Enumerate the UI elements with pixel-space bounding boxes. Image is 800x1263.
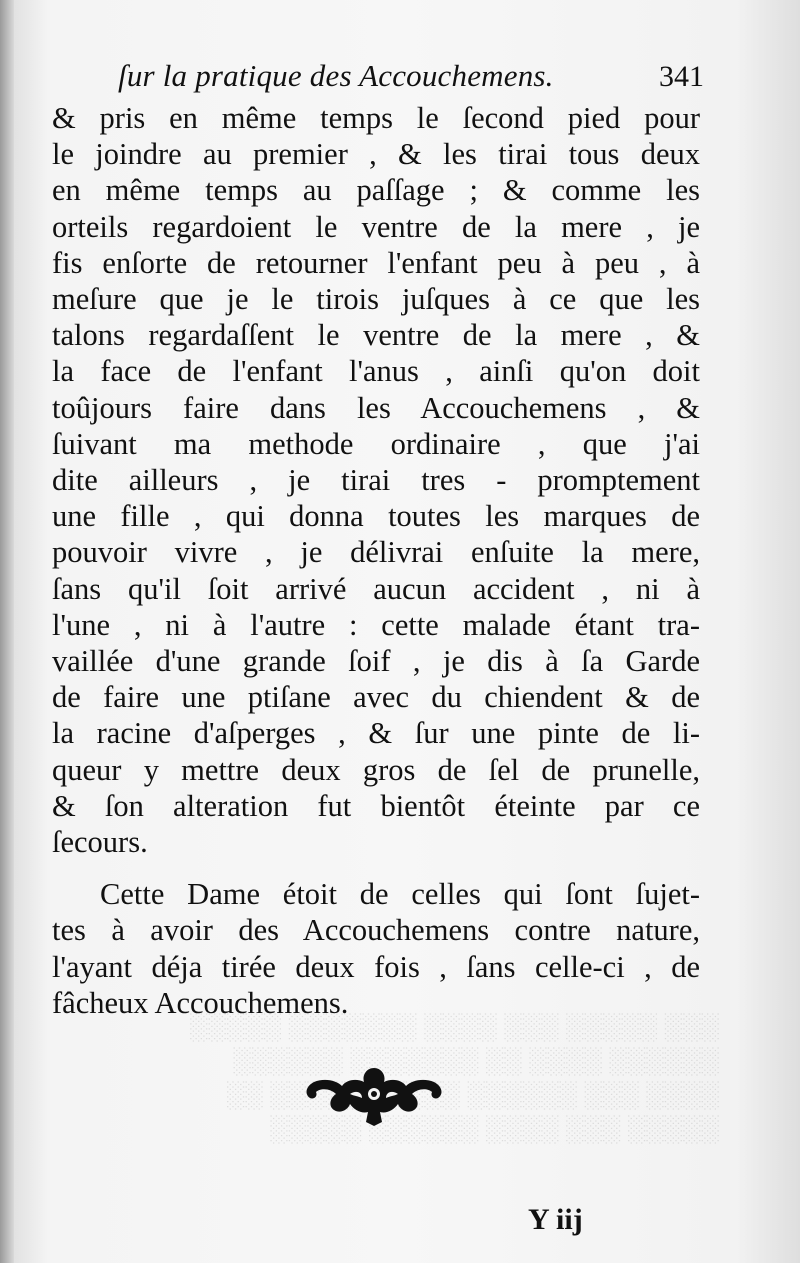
text-line: ſuivant ma methode ordinaire , que j'ai (52, 426, 700, 461)
text-line: talons regardaſſent le ventre de la mere , & (52, 318, 700, 353)
text-line: & ſon alteration fut bientôt éteinte par ce (52, 788, 700, 823)
page-number: 341 (659, 60, 704, 93)
text-line: une fille , qui donna toutes les marques de (52, 499, 700, 534)
text-line: ſans qu'il ſoit arrivé aucun accident , ni à (52, 571, 700, 606)
text-line: orteils regardoient le ventre de la mere , je (52, 209, 700, 244)
body-text (52, 100, 700, 1021)
printer-ornament-icon (300, 1060, 448, 1130)
text-line: ſecours. (52, 825, 148, 860)
text-line: l'ayant déja tirée deux fois , ſans celle-ci , de (52, 949, 700, 984)
text-line: fâcheux Accouchemens. (52, 985, 349, 1020)
running-head-title: ſur la pratique des Accouchemens. (118, 58, 554, 93)
text-line: la face de l'enfant l'anus , ainſi qu'on doit (52, 354, 700, 389)
text-line: & pris en même temps le ſecond pied pour (52, 101, 700, 135)
signature-mark: Y iij (528, 1203, 583, 1236)
text-line: Cette Dame étoit de celles qui ſont ſujet- (100, 877, 700, 912)
page-gutter-shadow (0, 0, 14, 1263)
text-line: tes à avoir des Accouchemens contre nature, (52, 913, 700, 948)
text-line: queur y mettre deux gros de ſel de prunelle, (52, 752, 700, 787)
text-line: vaillée d'une grande ſoif , je dis à ſa Garde (52, 644, 700, 679)
paragraph-2 (52, 876, 700, 1021)
text-line: dite ailleurs , je tirai tres - promptement (52, 463, 700, 498)
running-header (118, 58, 704, 94)
text-line: l'une , ni à l'autre : cette malade étant tra- (52, 607, 700, 642)
text-line: la racine d'aſperges , & ſur une pinte de li- (52, 716, 700, 751)
text-line: de faire une ptiſane avec du chiendent & de (52, 680, 700, 715)
text-line: meſure que je le tirois juſques à ce que les (52, 282, 700, 317)
paragraph-1 (52, 100, 700, 860)
text-line: en même temps au paſſage ; & comme les (52, 173, 700, 208)
text-line: pouvoir vivre , je délivrai enſuite la mere, (52, 535, 700, 570)
show-through-texture: ░░░ ░░░░░ ░░░ ░░░░ ░░░░░░░ ░░░░░ ░░░░░░ ░░░░ ░░ ░░░░░░░ ░░░░░░ ░░░░ ░░░ ░░░░░░ ░░░░ ░░░░░░ ░░ ░░░░░ ░░░ ░░░░ ░░░░░░ ░░░░░ (190, 1012, 720, 1143)
text-line: toûjours faire dans les Accouchemens , & (52, 390, 700, 425)
text-line: le joindre au premier , & les tirai tous deux (52, 137, 700, 172)
text-line: fis enſorte de retourner l'enfant peu à peu , à (52, 245, 700, 280)
